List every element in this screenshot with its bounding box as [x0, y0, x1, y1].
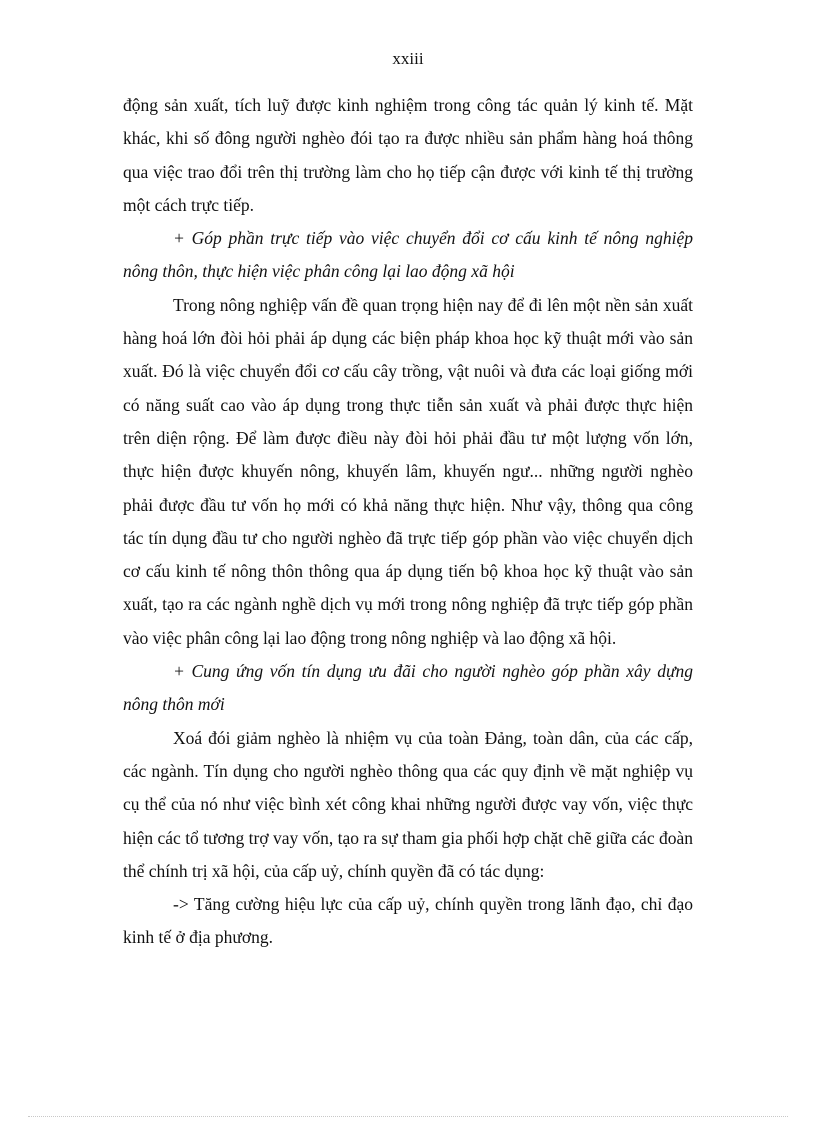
paragraph-effect-point: -> Tăng cường hiệu lực của cấp uỷ, chính quyền trong lãnh đạo, chỉ đạo kinh tế ở địa phương.: [123, 894, 693, 948]
paragraph-continuation: động sản xuất, tích luỹ được kinh nghiệm trong công tác quản lý kinh tế. Mặt khác, khi số đông người nghèo đói tạo ra được nhiều sản phẩm hàng hoá thông qua việc trao đổi trên thị trường làm cho họ tiếp cận được với kinh tế thị trường một cách trực tiếp.: [123, 95, 693, 215]
paragraph-agriculture: Trong nông nghiệp vấn đề quan trọng hiện nay để đi lên một nền sản xuất hàng hoá lớn đòi hỏi phải áp dụng các biện pháp khoa học kỹ thuật mới vào sản xuất. Đó là việc chuyển đổi cơ cấu cây trồng, vật nuôi và đưa các loại giống mới có năng suất cao vào áp dụng trong thực tiễn sản xuất và phải được thực hiện trên diện rộng. Để làm được điều này đòi hỏi phải đầu tư một lượng vốn lớn, thực hiện được khuyến nông, khuyến lâm, khuyến ngư... những người nghèo phải được đầu tư vốn họ mới có khả năng thực hiện. Như vậy, thông qua công tác tín dụng đầu tư cho người nghèo đã trực tiếp góp phần vào việc chuyển dịch cơ cấu kinh tế nông thôn thông qua áp dụng tiến bộ khoa học kỹ thuật vào sản xuất, tạo ra các ngành nghề dịch vụ mới trong nông nghiệp đã trực tiếp góp phần vào việc phân công lại lao động trong nông nghiệp và lao động xã hội.: [123, 294, 693, 648]
section-heading-new-countryside: + Cung ứng vốn tín dụng ưu đãi cho người nghèo góp phần xây dựng nông thôn mới: [123, 661, 693, 715]
page-number: xxiii: [392, 49, 424, 68]
document-body: [123, 89, 693, 955]
paragraph-poverty-reduction: Xoá đói giảm nghèo là nhiệm vụ của toàn Đảng, toàn dân, của các cấp, các ngành. Tín dụng cho người nghèo thông qua các quy định về mặt nghiệp vụ cụ thể của nó như việc bình xét công khai những người được vay vốn, việc thực hiện các tổ tương trợ vay vốn, tạo ra sự tham gia phối hợp chặt chẽ giữa các đoàn thể chính trị xã hội, của cấp uỷ, chính quyền đã có tác dụng:: [123, 727, 693, 881]
page-bottom-rule: [28, 1116, 788, 1117]
section-heading-restructuring: + Góp phần trực tiếp vào việc chuyển đổi cơ cấu kinh tế nông nghiệp nông thôn, thực hiện việc phân công lại lao động xã hội: [123, 228, 693, 282]
